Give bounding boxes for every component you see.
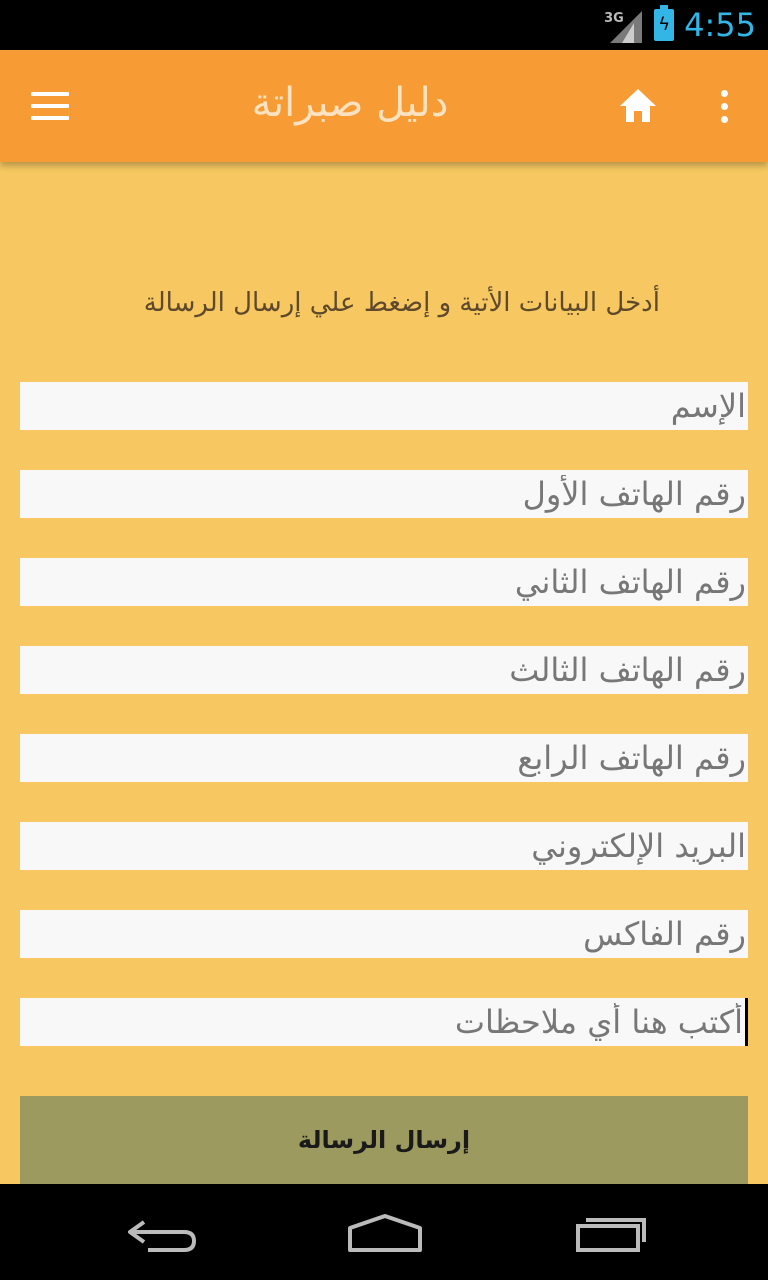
phone4-field[interactable] (20, 734, 748, 782)
app-bar (0, 50, 768, 162)
page-title: دليل صبراتة (251, 80, 449, 126)
clock: 4:55 (684, 6, 756, 44)
phone2-field[interactable] (20, 558, 748, 606)
status-bar (0, 0, 768, 50)
status-icons (604, 0, 756, 50)
name-field[interactable] (20, 382, 748, 430)
notes-field[interactable] (20, 998, 748, 1046)
hamburger-menu-icon[interactable] (20, 76, 80, 136)
home-icon[interactable] (612, 80, 664, 132)
signal-icon (604, 5, 644, 45)
navigation-bar (0, 1184, 768, 1280)
recent-apps-icon[interactable] (556, 1202, 666, 1262)
contact-form (0, 162, 768, 1184)
phone1-field[interactable] (20, 470, 748, 518)
back-icon[interactable] (104, 1202, 214, 1262)
network-type-label: 3G (604, 11, 624, 26)
battery-charging-icon: ϟ (654, 9, 674, 41)
fax-field[interactable] (20, 910, 748, 958)
phone3-field[interactable] (20, 646, 748, 694)
send-message-button[interactable]: إرسال الرسالة (20, 1096, 748, 1184)
form-instruction: أدخل البيانات الأتية و إضغط علي إرسال الرسالة (143, 288, 660, 318)
email-field[interactable] (20, 822, 748, 870)
nav-home-icon[interactable] (330, 1202, 440, 1262)
more-vert-icon[interactable] (700, 80, 748, 132)
